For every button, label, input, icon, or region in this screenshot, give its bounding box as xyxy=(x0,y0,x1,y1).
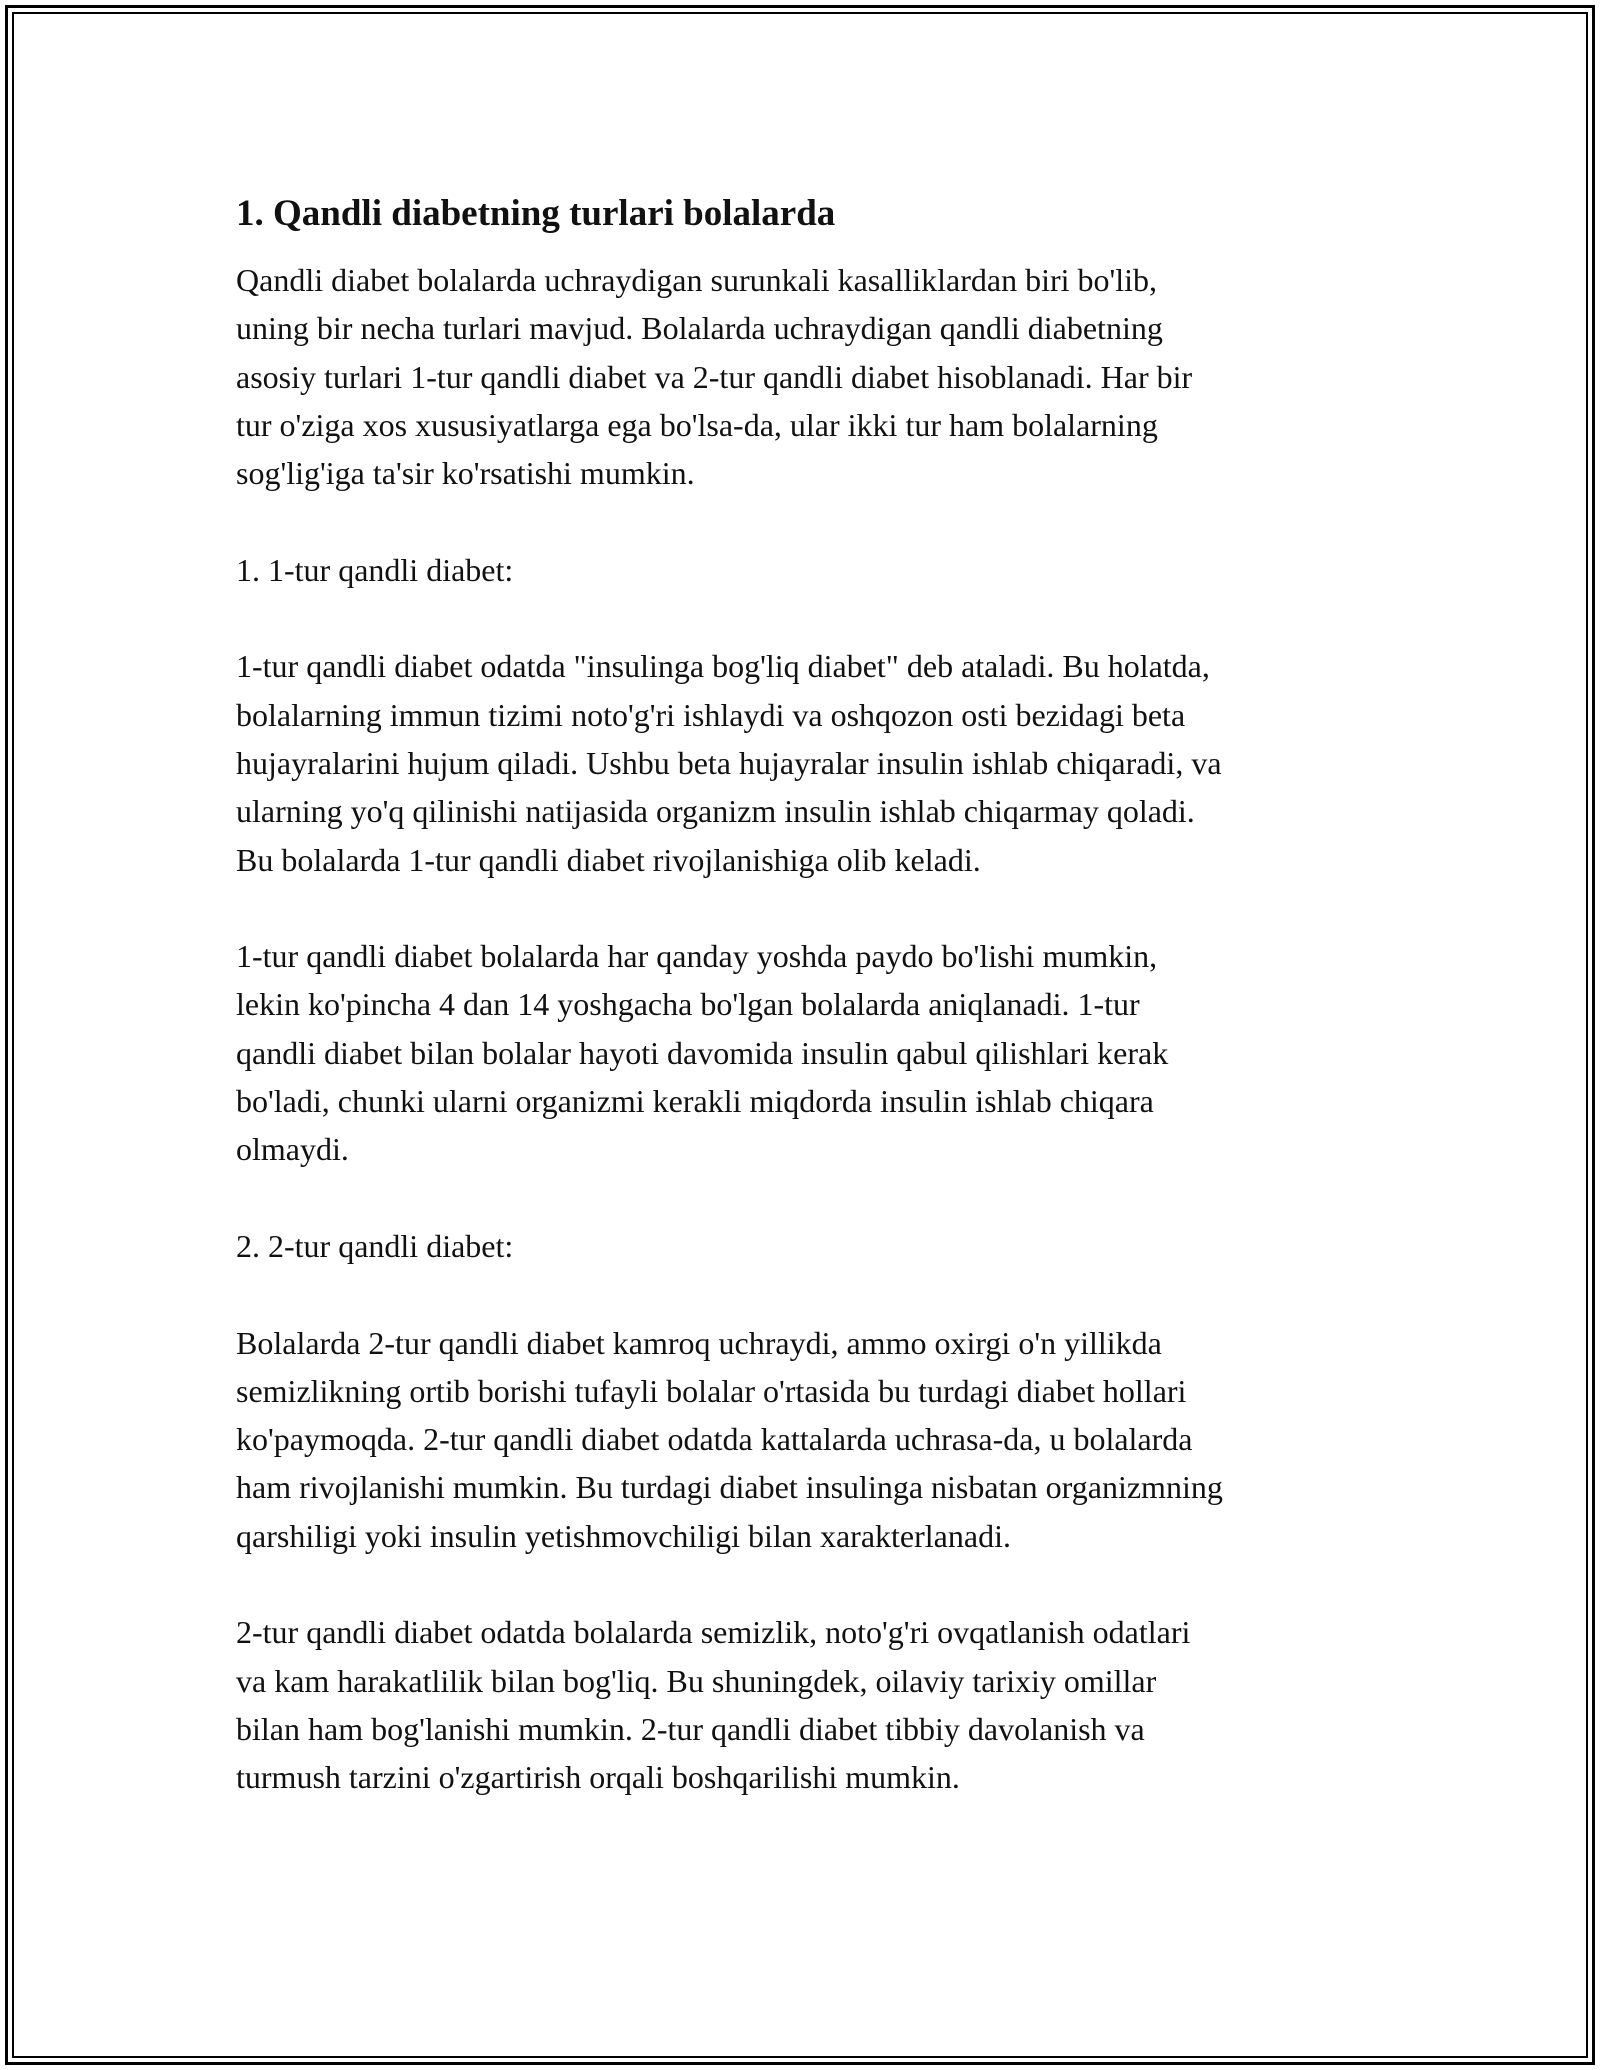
type1-paragraph-1: 1-tur qandli diabet odatda "insulinga bog'liq diabet" deb ataladi. Bu holatda, bolalarning immun tizimi noto'g'ri ishlaydi va oshqozon osti bezidagi beta hujayralarini hujum qiladi. Ushbu beta hujayralar insulin ishlab chiqaradi, va ularning yo'q qilinishi natijasida organizm insulin ishlab chiqarmay qoladi. Bu bolalarda 1-tur qandli diabet rivojlanishiga olib keladi. xyxy=(236,648,1222,878)
document-title: 1. Qandli diabetning turlari bolalarda xyxy=(236,193,836,234)
document-body xyxy=(236,186,1396,1802)
type2-paragraph-1: Bolalarda 2-tur qandli diabet kamroq uchraydi, ammo oxirgi o'n yillikda semizlikning ortib borishi tufayli bolalar o'rtasida bu turdagi diabet hollari ko'paymoqda. 2-tur qandli diabet odatda kattalarda uchrasa-da, u bolalarda ham rivojlanishi mumkin. Bu turdagi diabet insulinga nisbatan organizmning qarshiligi yoki insulin yetishmovchiligi bilan xarakterlanadi. xyxy=(236,1324,1223,1554)
intro-paragraph: Qandli diabet bolalarda uchraydigan surunkali kasalliklardan biri bo'lib, uning bir necha turlari mavjud. Bolalarda uchraydigan qandli diabetning asosiy turlari 1-tur qandli diabet va 2-tur qandli diabet hisoblanadi. Har bir tur o'ziga xos xususiyatlarga ega bo'lsa-da, ular ikki tur ham bolalarning sog'lig'iga ta'sir ko'rsatishi mumkin. xyxy=(236,262,1193,492)
section-heading-type1: 1. 1-tur qandli diabet: xyxy=(236,551,514,588)
type1-paragraph-2: 1-tur qandli diabet bolalarda har qanday yoshda paydo bo'lishi mumkin, lekin ko'pincha 4 dan 14 yoshgacha bo'lgan bolalarda aniqlanadi. 1-tur qandli diabet bilan bolalar hayoti davomida insulin qabul qilishlari kerak bo'ladi, chunki ularni organizmi kerakli miqdorda insulin ishlab chiqara olmaydi. xyxy=(236,938,1169,1168)
type2-paragraph-2: 2-tur qandli diabet odatda bolalarda semizlik, noto'g'ri ovqatlanish odatlari va kam harakatlilik bilan bog'liq. Bu shuningdek, oilaviy tarixiy omillar bilan ham bog'lanishi mumkin. 2-tur qandli diabet tibbiy davolanish va turmush tarzini o'zgartirish orqali boshqarilishi mumkin. xyxy=(236,1614,1191,1796)
section-heading-type2: 2. 2-tur qandli diabet: xyxy=(236,1227,514,1264)
